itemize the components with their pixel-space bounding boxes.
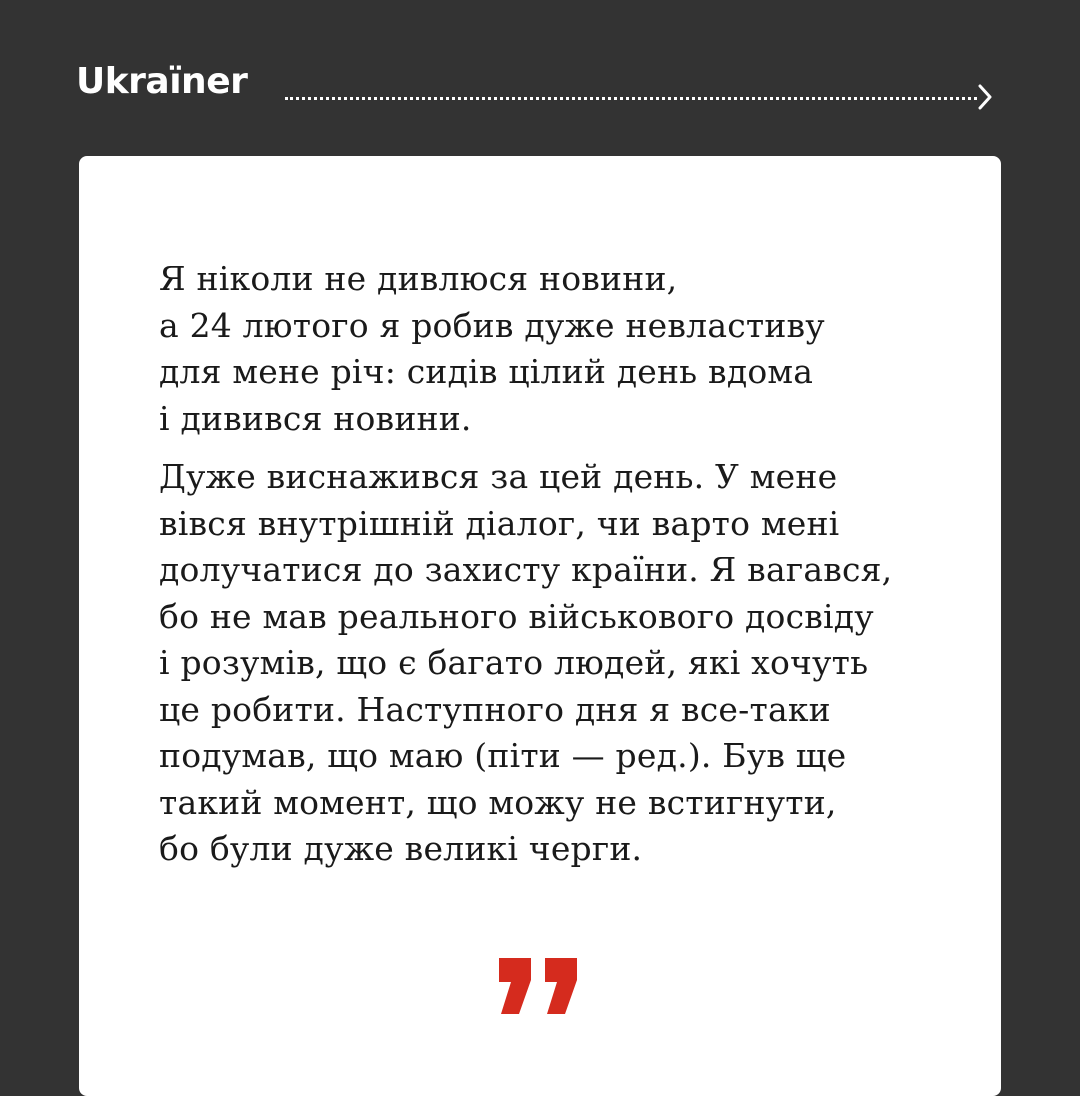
quote-line: подумав, що маю (піти — ред.). Був ще bbox=[159, 736, 847, 775]
quote-line: бо не мав реального військового досвіду bbox=[159, 596, 874, 636]
quote-line: бо були дуже великі черги. bbox=[159, 829, 643, 868]
quote-line: і розумів, що є багато людей, які хочуть bbox=[159, 643, 869, 682]
quote-paragraph-2 bbox=[159, 454, 959, 873]
quote-paragraph-1 bbox=[159, 256, 959, 442]
quote-line: такий момент, що можу не встигнути, bbox=[159, 782, 837, 822]
quote-line: вівся внутрішній діалог, чи варто мені bbox=[159, 503, 840, 543]
brand-logo: Ukraїner bbox=[76, 61, 248, 102]
quote-line: це робити. Наступного дня я все-таки bbox=[159, 689, 831, 729]
quote-text bbox=[159, 256, 959, 885]
quote-line: Я ніколи не дивлюся новини, bbox=[159, 259, 678, 298]
closing-quote-icon bbox=[497, 956, 581, 1016]
quote-line: для мене річ: сидів цілий день вдома bbox=[159, 352, 814, 391]
chevron-right-icon bbox=[970, 80, 1000, 110]
quote-card bbox=[79, 156, 1001, 1096]
quote-line: Дуже виснажився за цей день. У мене bbox=[159, 457, 838, 496]
quote-line: а 24 лютого я робив дуже невластиву bbox=[159, 305, 825, 345]
quote-line: долучатися до захисту країни. Я вагався, bbox=[159, 550, 893, 589]
quote-line: і дивився новини. bbox=[159, 398, 472, 438]
dotted-divider bbox=[285, 97, 977, 100]
